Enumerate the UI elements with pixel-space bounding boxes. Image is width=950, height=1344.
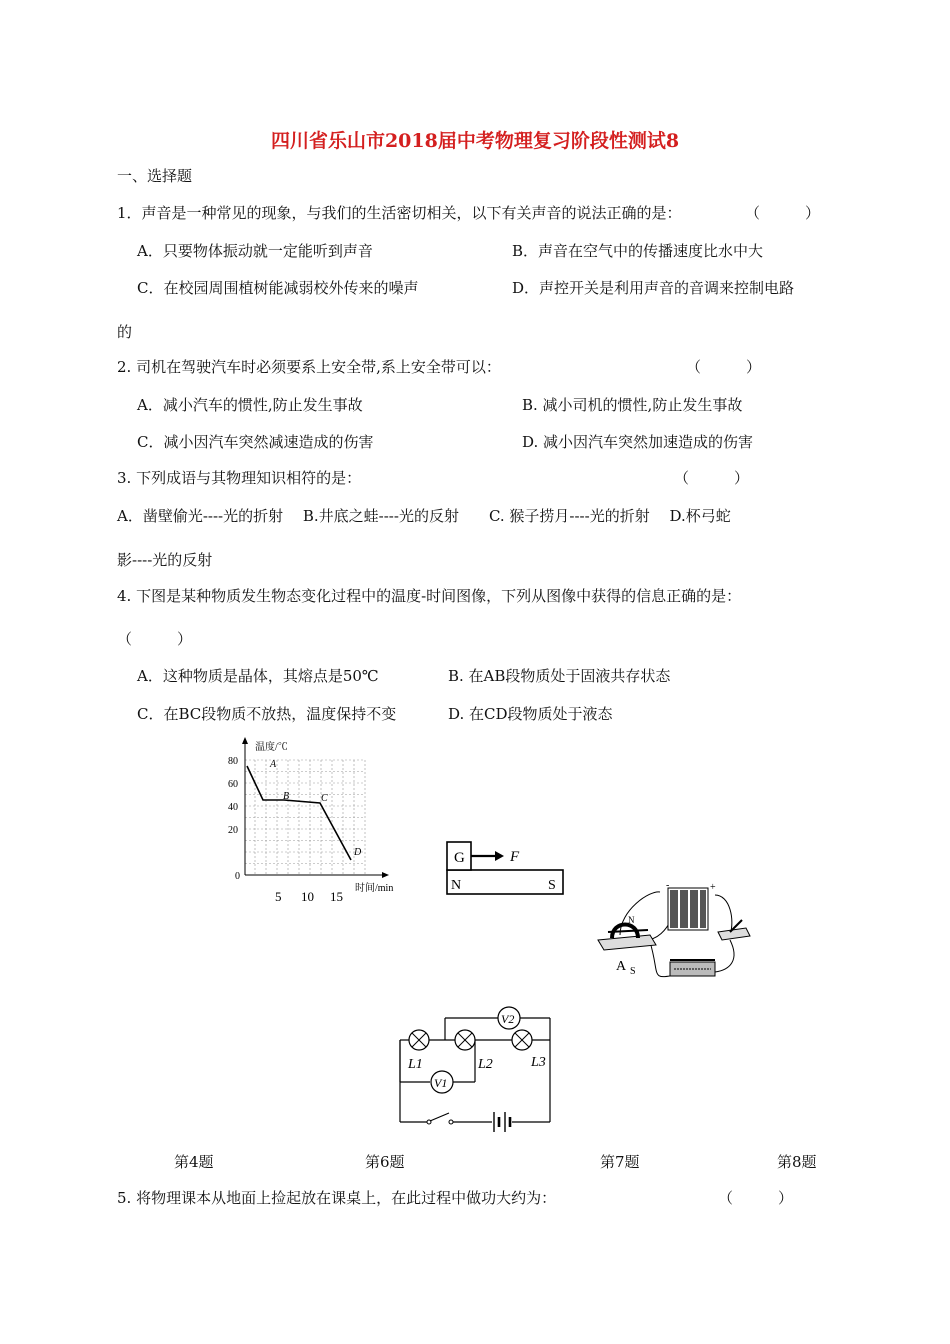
graph-point-label: A (270, 759, 277, 770)
arrow-icon (495, 851, 504, 861)
q2-option-c: C．减小因汽车突然减速造成的伤害 (137, 433, 374, 451)
switch-icon (718, 920, 750, 940)
q1-option-b: B．声音在空气中的传播速度比水中大 (512, 242, 764, 260)
figure-caption: 第4题 (174, 1153, 214, 1171)
lamp-l1-icon (409, 1030, 429, 1050)
q1-option-d: D．声控开关是利用声音的音调来控制电路 (512, 279, 795, 297)
q4-stem: 4. 下图是某种物质发生物态变化过程中的温度-时间图像，下列从图像中获得的信息正确的是： (117, 587, 742, 605)
battery-icon (668, 888, 708, 930)
switch-icon (427, 1113, 453, 1124)
graph-ytick: 80 (228, 756, 238, 767)
q2-stem: 2. 司机在驾驶汽车时必须要系上安全带,系上安全带可以： (117, 358, 501, 376)
voltmeter-v1-label: V1 (434, 1076, 448, 1090)
apparatus-a-label: A (616, 959, 627, 974)
q1-option-c: C．在校园周围植树能减弱校外传来的噪声 (137, 279, 419, 297)
q1-option-d-cont: 的 (117, 323, 133, 341)
voltmeter-v2-label: V2 (501, 1012, 515, 1026)
q1-answer-paren: （ ） (745, 204, 821, 222)
lamp-l2-label: L2 (478, 1057, 493, 1072)
graph-xtick: 10 (301, 889, 314, 904)
q3-options: A．凿壁偷光----光的折射 B.井底之蛙----光的反射 C. 猴子捞月----光的折射 D.杯弓蛇 (117, 507, 731, 525)
q4-option-c: C．在BC段物质不放热，温度保持不变 (137, 705, 397, 723)
block-label: G (454, 850, 465, 866)
horseshoe-magnet-icon (598, 925, 656, 951)
north-pole-label: N (451, 878, 462, 893)
apparatus-n-label: N (628, 915, 635, 925)
graph-xtick: 5 (275, 889, 282, 904)
lamp-l3-icon (512, 1030, 532, 1050)
q5-stem: 5. 将物理课本从地面上捡起放在课桌上，在此过程中做功大约为： (117, 1189, 557, 1207)
circuit-diagram (395, 1000, 560, 1140)
graph-point-label: D (354, 847, 362, 858)
graph-y-axis-label: 温度/℃ (255, 742, 288, 753)
q2-answer-paren: （ ） (686, 358, 762, 376)
q4-option-b: B. 在AB段物质处于固液共存状态 (448, 667, 671, 685)
q4-option-a: A．这种物质是晶体，其熔点是50℃ (137, 667, 379, 685)
graph-ytick: 0 (235, 871, 240, 882)
force-label: F (510, 849, 520, 865)
magnet-diagram (446, 840, 566, 896)
graph-ytick: 60 (228, 779, 238, 790)
q3-options-cont: 影----光的反射 (117, 551, 213, 569)
battery-icon (494, 1112, 510, 1132)
q4-option-d: D. 在CD段物质处于液态 (448, 705, 613, 723)
q2-option-d: D. 减小因汽车突然加速造成的伤害 (522, 433, 754, 451)
graph-x-axis-label: 时间/min (355, 883, 394, 894)
graph-ytick: 20 (228, 825, 238, 836)
temperature-time-graph (225, 735, 405, 910)
q1-option-a: A．只要物体振动就一定能听到声音 (137, 242, 373, 260)
lamp-l3-label: L3 (531, 1055, 546, 1070)
battery-minus-label: - (666, 880, 670, 891)
lamp-l2-icon (455, 1030, 475, 1050)
q2-option-a: A．减小汽车的惯性,防止发生事故 (137, 396, 363, 414)
apparatus-diagram (590, 880, 760, 990)
page-title: 四川省乐山市2018届中考物理复习阶段性测试8 (270, 130, 680, 152)
south-pole-label: S (548, 878, 556, 893)
figure-caption: 第7题 (600, 1153, 640, 1171)
graph-xtick: 15 (330, 889, 343, 904)
q4-answer-paren: （ ） (117, 630, 193, 648)
lamp-l1-label: L1 (408, 1057, 423, 1072)
graph-point-label: B (283, 791, 290, 802)
section-heading: 一、选择题 (117, 167, 193, 185)
q5-answer-paren: （ ） (718, 1189, 794, 1207)
graph-ytick: 40 (228, 802, 238, 813)
q1-stem: 1．声音是一种常见的现象，与我们的生活密切相关，以下有关声音的说法正确的是： (117, 204, 682, 222)
apparatus-s-label: S (630, 966, 636, 977)
figure-caption: 第8题 (777, 1153, 817, 1171)
figure-caption: 第6题 (365, 1153, 405, 1171)
bar-magnet (447, 870, 563, 894)
q2-option-b: B. 减小司机的惯性,防止发生事故 (522, 396, 743, 414)
rheostat-icon (670, 960, 715, 976)
q3-answer-paren: （ ） (674, 469, 750, 487)
battery-plus-label: + (710, 882, 716, 893)
q3-stem: 3. 下列成语与其物理知识相符的是： (117, 469, 362, 487)
graph-point-label: C (321, 793, 328, 804)
